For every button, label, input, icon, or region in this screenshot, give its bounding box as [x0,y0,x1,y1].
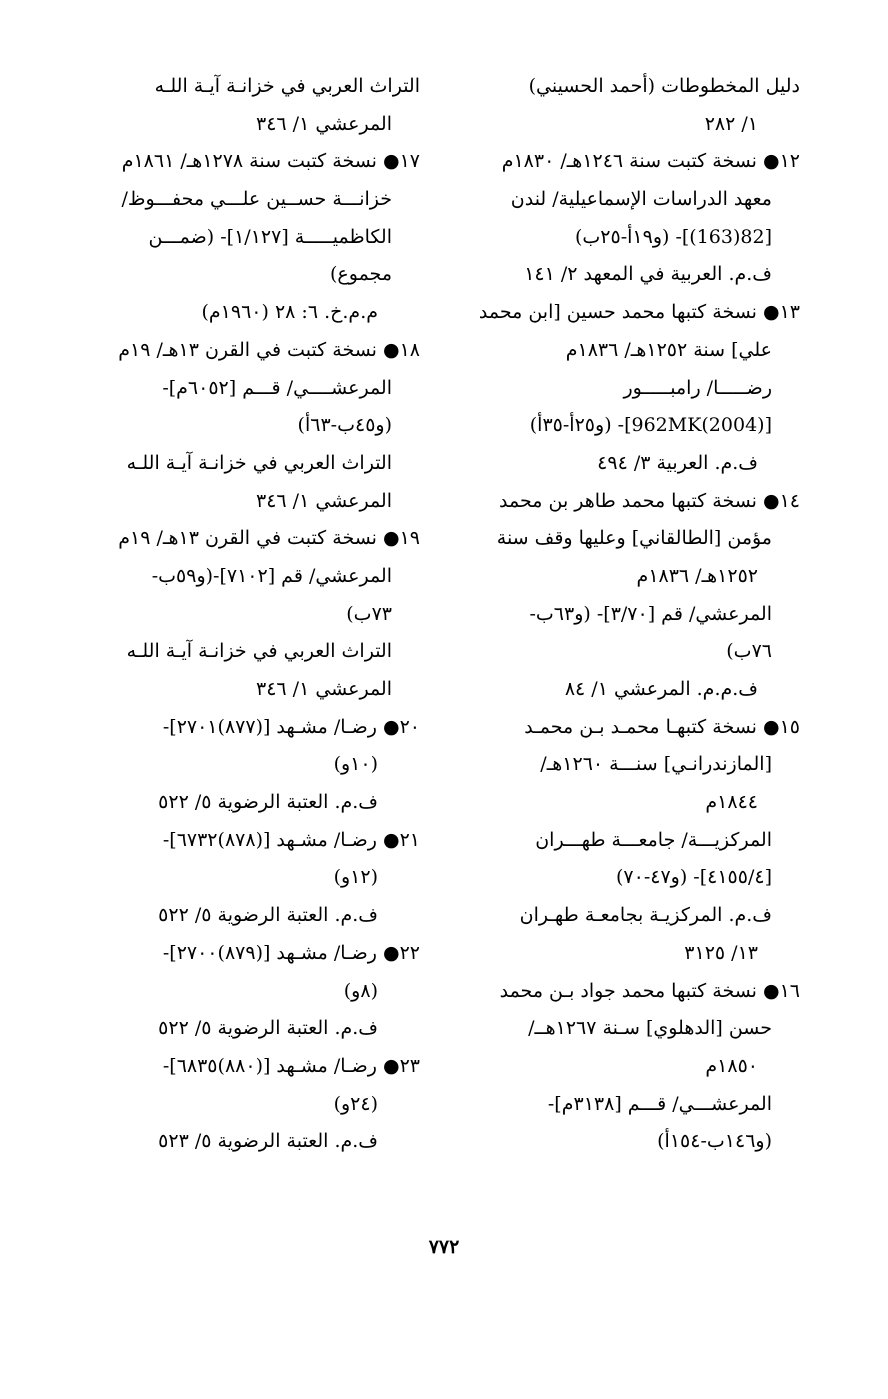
text-line: المرعشي ١/ ٣٤٦ [256,112,392,135]
text-line: (٨و) [343,979,378,1002]
text-line: [962MK(2004)]- (و٢٥أ-٣٥أ) [529,414,772,437]
text-line: ٢٠● رضـا/ مشـهد [(٨٧٧)٢٧٠١]- [162,715,420,738]
text-line: ف.م. العتبة الرضوية ٥/ ٥٢٣ [158,1130,378,1153]
text-line: ف.م. العربية في المعهد ٢/ ١٤١ [524,263,772,286]
text-line: حسن [الدهلوي] سـنة ١٢٦٧هــ/ [528,1017,772,1040]
text-line: ٧٣ب) [346,602,392,625]
text-line: ف.م. العربية ٣/ ٤٩٤ [597,451,758,474]
text-line: (٢٤و) [333,1092,378,1115]
text-line: ف.م. العتبة الرضوية ٥/ ٥٢٢ [158,791,378,814]
text-line: مؤمن [الطالقاني] وعليها وقف سنة [496,527,772,550]
text-line: ١٨٤٤م [705,791,758,814]
text-line: (و١٤٦ب-١٥٤أ) [657,1130,772,1153]
text-line: التراث العربي في خزانـة آيـة اللـه [154,75,420,97]
text-line: ١٩● نسخة كتبت في القرن ١٣هـ/ ١٩م [118,527,420,550]
text-line: ١٤● نسخة كتبها محمد طاهر بن محمد [499,489,800,512]
text-line: مجموع) [330,263,392,286]
text-line: المرعشـــي/ قـــم [٣١٣٨م]- [547,1092,772,1115]
text-line: المرعشي/ قم [٧١٠٢]-(و٥٩ب- [151,564,392,587]
text-line: ١٨● نسخة كتبت في القرن ١٣هـ/ ١٩م [118,338,420,361]
text-line: (١٠و) [333,753,378,776]
text-line: ٢١● رضـا/ مشـهد [(٨٧٨)٦٧٣٢]- [162,828,420,851]
left-column [80,68,420,1161]
text-line: معهد الدراسات الإسماعيلية/ لندن [510,188,772,211]
text-line: ١٣/ ٣١٢٥ [684,941,758,964]
text-line: ١٥● نسخة كتبهـا محمـد بـن محمـد [524,715,800,738]
text-line: ١٨٥٠م [705,1054,758,1077]
page-number: ٧٧٢ [428,1236,460,1258]
right-column [462,68,800,1161]
text-line: الكاظميـــــة [١/١٢٧]- (ضمـــن [148,225,392,248]
text-line: التراث العربي في خزانـة آيـة اللـه [126,451,392,474]
text-line: ١٢● نسخة كتبت سنة ١٢٤٦هـ/ ١٨٣٠م [501,150,800,173]
text-line: ف.م. العتبة الرضوية ٥/ ٥٢٢ [158,904,378,927]
text-line: ١٦● نسخة كتبها محمد جواد بـن محمد [499,979,800,1002]
text-line: المرعشي/ قم [٣/٧٠]- (و٦٣ب- [529,602,772,625]
text-line: ف.م.م. المرعشي ١/ ٨٤ [564,678,758,700]
text-line: ١٧● نسخة كتبت سنة ١٢٧٨هـ/ ١٨٦١م [121,150,420,173]
text-line: المرعشــــي/ قـــم [٦٠٥٢م]- [162,376,392,399]
text-line: [المازندرانـي] سنـــة ١٢٦٠هـ/ [540,753,772,776]
text-line: رضـــــا/ رامبـــــور [623,376,772,399]
text-line: ف.م. المركزيـة بجامعـة طهـران [519,904,772,927]
text-line: دليل المخطوطات (أحمد الحسيني) [528,75,800,97]
text-line: المرعشي ١/ ٣٤٦ [256,489,392,512]
text-line: (١٢و) [333,866,378,889]
text-line: ٢٢● رضـا/ مشـهد [(٨٧٩)٢٧٠٠]- [162,941,420,964]
text-line: ١٢٥٢هـ/ ١٨٣٦م [636,564,758,587]
text-line: المركزيـــة/ جامعـــة طهـــران [535,828,772,851]
text-line: ١/ ٢٨٢ [704,112,758,135]
text-line: ٢٣● رضـا/ مشـهد [(٨٨٠)٦٨٣٥]- [162,1054,420,1077]
text-line: ٧٦ب) [726,640,772,663]
text-line: علي] سنة ١٢٥٢هـ/ ١٨٣٦م [565,338,772,361]
text-line: التراث العربي في خزانـة آيـة اللـه [126,640,392,663]
text-line: المرعشي ١/ ٣٤٦ [256,678,392,700]
text-line: ف.م. العتبة الرضوية ٥/ ٥٢٢ [158,1017,378,1040]
text-line: (و٤٥ب-٦٣أ) [297,414,392,437]
text-line: [٤١٥٥/٤]- (و٤٧-٧٠) [615,866,772,889]
text-line: م.م.خ. ٦: ٢٨ (١٩٦٠م) [201,301,378,324]
text-line: خزانـــة حســين علـــي محفـــوظ/ [121,188,392,211]
text-line: [82(163)]- (و١٩أ-٢٥ب) [574,225,772,248]
text-line: ١٣● نسخة كتبها محمد حسين [ابن محمد [478,301,800,324]
